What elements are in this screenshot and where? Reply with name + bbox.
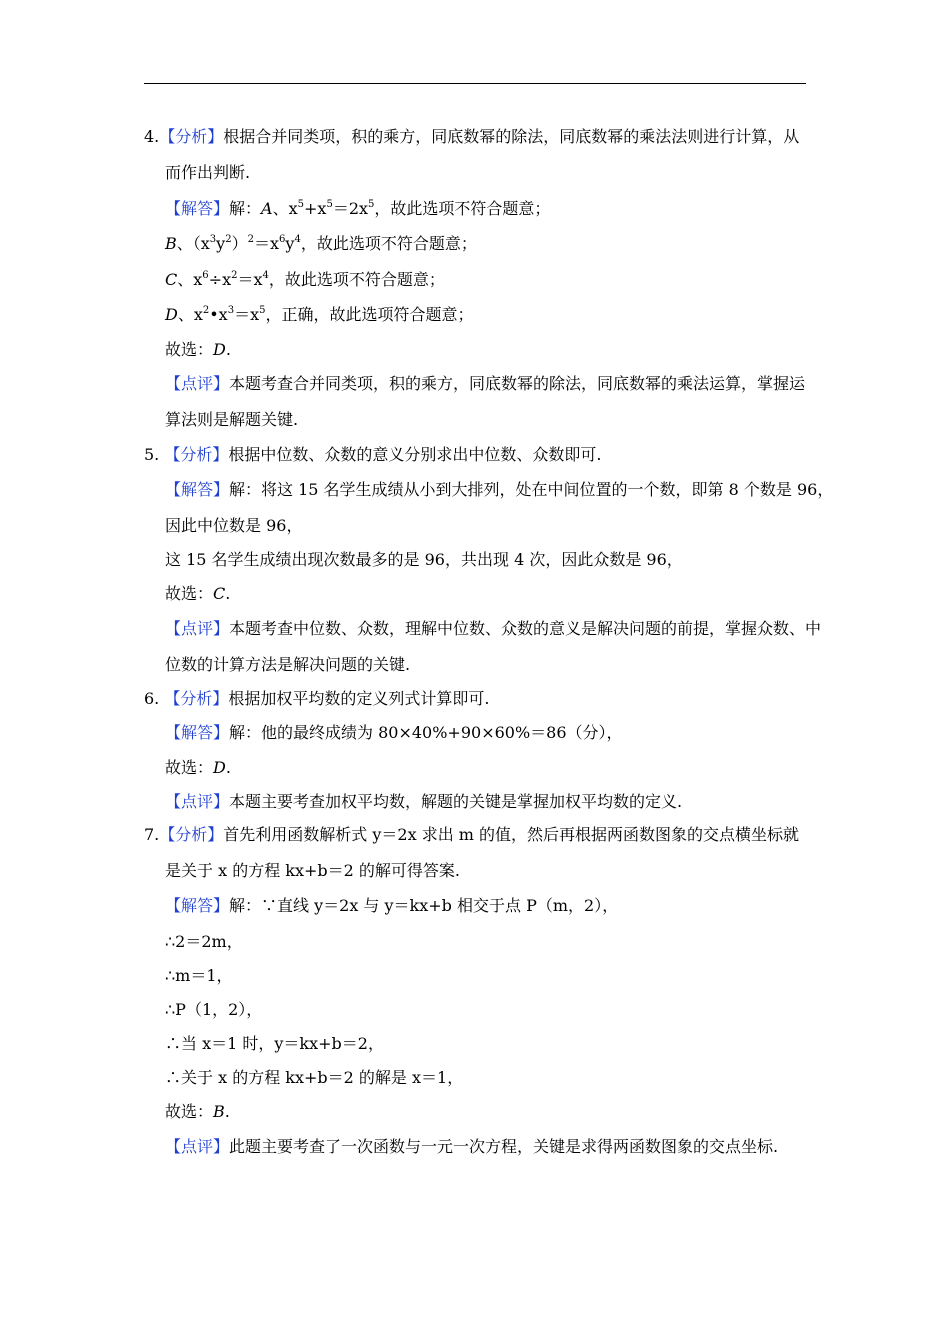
q5-choice [165, 584, 230, 604]
expr-part: ＝2x [332, 199, 369, 218]
choice-prefix: 故选： [165, 758, 214, 777]
q7-solution-6: ∴关于 x 的方程 kx+b＝2 的解是 x＝1， [165, 1068, 464, 1087]
solution-tag: 【解答】 [165, 199, 230, 218]
solution-text: 解：∵直线 y＝2x 与 y＝kx+b 相交于点 P（m，2）， [229, 896, 619, 915]
q7-solution-1 [165, 896, 618, 916]
choice-answer: D [213, 758, 226, 777]
solution-tag: 【解答】 [165, 896, 230, 915]
expr-part: •x [209, 305, 228, 324]
exponent: 2 [202, 305, 210, 316]
q4-comment [165, 374, 805, 394]
expr-part: 、x [272, 199, 298, 218]
q6-comment [165, 792, 682, 812]
analysis-tag: 【分析】 [164, 689, 229, 708]
exponent: 2 [247, 234, 254, 245]
exponent: 2 [231, 270, 238, 281]
q4-comment-line-2: 算法则是解题关键. [165, 410, 299, 429]
q4-analysis-line-2: 而作出判断. [165, 163, 251, 182]
q4-analysis-text: 根据合并同类项，积的乘方，同底数幂的除法，同底数幂的乘法法则进行计算，从 [223, 127, 800, 146]
exponent: 6 [279, 234, 286, 245]
q6-choice [165, 758, 231, 778]
expr-part: ＝x [234, 305, 260, 324]
expr-part: ） [231, 234, 248, 253]
comment-tag: 【点评】 [165, 792, 230, 811]
q7-solution-5: ∴当 x＝1 时，y＝kx+b＝2， [165, 1034, 384, 1053]
choice-prefix: 故选： [165, 340, 214, 359]
q7-choice [165, 1102, 230, 1122]
comment-text: 本题考查中位数、众数，理解中位数、众数的意义是解决问题的前提，掌握众数、中 [229, 619, 822, 638]
exponent: 5 [326, 199, 333, 210]
q5-analysis-line [144, 445, 601, 465]
q7-analysis-text: 首先利用函数解析式 y＝2x 求出 m 的值，然后再根据两函数图象的交点横坐标就 [223, 825, 800, 844]
q5-solution-2: 因此中位数是 96， [165, 516, 303, 535]
exponent: 5 [368, 199, 375, 210]
option-d-label: D [165, 305, 178, 324]
exponent: 3 [209, 234, 217, 245]
choice-end: . [225, 758, 231, 777]
q5-solution-3: 这 15 名学生成绩出现次数最多的是 96，共出现 4 次，因此众数是 96， [165, 550, 683, 569]
choice-prefix: 故选： [165, 1102, 214, 1121]
q7-solution-4: ∴P（1，2）， [165, 1000, 263, 1019]
exponent: 6 [202, 270, 209, 281]
expr-part: ÷x [208, 270, 232, 289]
q4-solution-b [165, 234, 477, 257]
expr-part: y [285, 234, 295, 253]
comment-tag: 【点评】 [165, 1137, 230, 1156]
solution-tag: 【解答】 [165, 723, 230, 742]
comment-text: 本题考查合并同类项，积的乘方，同底数幂的除法，同底数幂的乘法运算，掌握运 [229, 374, 806, 393]
exponent: 5 [297, 199, 304, 210]
choice-answer: C [213, 584, 226, 603]
q4-number: 4. [144, 127, 160, 146]
expr-end: ，故此选项不符合题意； [268, 270, 445, 289]
header-rule [144, 83, 806, 84]
expr-part: ＝x [253, 234, 280, 253]
choice-end: . [225, 340, 231, 359]
q6-analysis-text: 根据加权平均数的定义列式计算即可. [228, 689, 490, 708]
solution-text: 解：将这 15 名学生成绩从小到大排列，处在中间位置的一个数，即第 8 个数是 96， [229, 480, 834, 499]
q5-number: 5. [144, 445, 160, 464]
expr-part: 、（x [176, 234, 210, 253]
q7-solution-2: ∴2＝2m， [165, 932, 243, 951]
q7-analysis-line [144, 825, 799, 845]
expr-end: ，故此选项不符合题意； [300, 234, 477, 253]
q4-choice [165, 340, 231, 360]
exponent: 4 [294, 234, 301, 245]
expr-part: 、x [177, 305, 203, 324]
q6-solution [165, 723, 623, 743]
analysis-tag: 【分析】 [164, 445, 229, 464]
choice-answer: D [213, 340, 226, 359]
expr-part: 、x [177, 270, 203, 289]
option-c-label: C [165, 270, 178, 289]
analysis-tag: 【分析】 [159, 825, 224, 844]
expr-end: ，故此选项不符合题意； [374, 199, 551, 218]
exponent: 5 [259, 305, 266, 316]
analysis-tag: 【分析】 [159, 127, 224, 146]
q5-comment [165, 619, 821, 639]
expr-part: y [216, 234, 226, 253]
option-b-label: B [165, 234, 177, 253]
q6-number: 6. [144, 689, 160, 708]
q5-analysis-text: 根据中位数、众数的意义分别求出中位数、众数即可. [228, 445, 602, 464]
q6-analysis-line [144, 689, 489, 709]
q7-solution-3: ∴m＝1， [165, 966, 233, 985]
solution-text: 解：他的最终成绩为 80×40%+90×60%＝86（分）， [229, 723, 623, 742]
comment-text: 此题主要考查了一次函数与一元一次方程，关键是求得两函数图象的交点坐标. [229, 1137, 779, 1156]
q7-comment [165, 1137, 778, 1157]
choice-answer: B [213, 1102, 225, 1121]
choice-end: . [224, 1102, 230, 1121]
exponent: 3 [227, 305, 235, 316]
q4-analysis-line [144, 127, 799, 147]
comment-text: 本题主要考查加权平均数，解题的关键是掌握加权平均数的定义. [229, 792, 683, 811]
comment-tag: 【点评】 [165, 374, 230, 393]
expr-part: +x [304, 199, 327, 218]
option-a-label: A [261, 199, 273, 218]
choice-end: . [225, 584, 231, 603]
exponent: 4 [262, 270, 269, 281]
solution-tag: 【解答】 [165, 480, 230, 499]
solution-prefix: 解： [229, 199, 262, 218]
comment-tag: 【点评】 [165, 619, 230, 638]
choice-prefix: 故选： [165, 584, 214, 603]
q4-solution-d [165, 305, 474, 328]
q5-solution-1 [165, 480, 833, 500]
expr-end: ，正确，故此选项符合题意； [265, 305, 474, 324]
q5-comment-line-2: 位数的计算方法是解决问题的关键. [165, 655, 411, 674]
exponent: 2 [225, 234, 232, 245]
q4-solution-a [165, 199, 550, 222]
q7-analysis-line-2: 是关于 x 的方程 kx+b＝2 的解可得答案. [165, 861, 461, 880]
q4-solution-c [165, 270, 445, 293]
expr-part: ＝x [237, 270, 263, 289]
q7-number: 7. [144, 825, 160, 844]
